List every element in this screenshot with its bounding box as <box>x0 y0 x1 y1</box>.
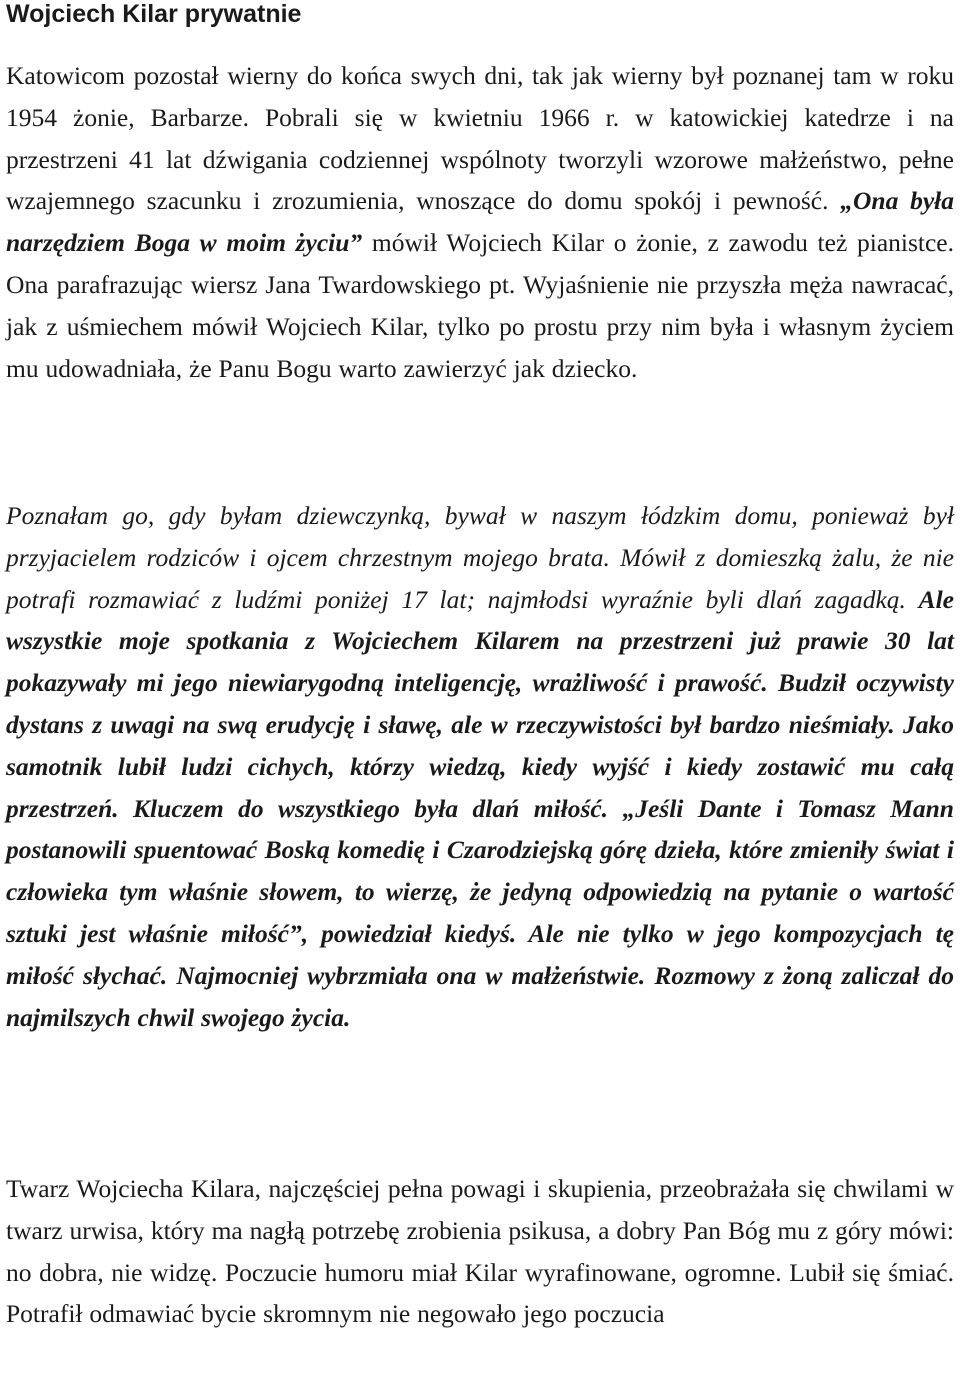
paragraph-memories <box>6 495 954 1038</box>
paragraph-memories-text-a: Poznałam go, gdy byłam dziewczynką, bywał w naszym łódzkim domu, ponieważ był przyjacielem rodziców i ojcem chrzestnym mojego brata. Mówił z domieszką żalu, że nie potrafi rozmawiać z ludźmi poniżej 17 lat; najmłodsi wyraźnie byli dlań zagadką. <box>6 501 954 614</box>
paragraph-humor: Twarz Wojciecha Kilara, najczęściej pełna powagi i skupienia, przeobrażała się chwilami w twarz urwisa, który ma nagłą potrzebę zrobienia psikusa, a dobry Pan Bóg mu z góry mówi: no dobra, nie widzę. Poczucie humoru miał Kilar wyrafinowane, ogromne. Lubił się śmiać. Potrafił odmawiać bycie skromnym nie negowało jego poczucia <box>6 1174 954 1329</box>
paragraph-marriage-text-b: mówił Wojciech Kilar o żonie, z zawodu też pianistce. Ona parafrazując wiersz Jana Twardowskiego pt. Wyjaśnienie nie przyszła męża nawracać, jak z uśmiechem mówił Wojciech Kilar, tylko po prostu przy nim była i własnym życiem mu udowadniała, że Panu Bogu warto zawierzyć jak dziecko. <box>6 228 954 383</box>
document-page <box>6 0 954 1329</box>
paragraph-marriage-text-a: Katowicom pozostał wierny do końca swych dni, tak jak wierny był poznanej tam w roku 1954 żonie, Barbarze. Pobrali się w kwietniu 1966 r. w katowickiej katedrze i na przestrzeni 41 lat dźwigania codziennej wspólnoty tworzyli wzorowe małżeństwo, pełne wzajemnego szacunku i zrozumienia, wnoszące do domu spokój i pewność. <box>6 61 954 216</box>
quote-wife: „Ona była narzędziem Boga w moim życiu” <box>6 186 954 258</box>
page-title: Wojciech Kilar prywatnie <box>6 0 302 28</box>
paragraph-memories-text-b: Ale wszystkie moje spotkania z Wojciechem Kilarem na przestrzeni już prawie 30 lat pokazywały mi jego niewiarygodną inteligencję, wrażliwość i prawość. Budził oczywisty dystans z uwagi na swą erudycję i sławę, ale w rzeczywistości był bardzo nieśmiały. Jako samotnik lubił ludzi cichych, którzy wiedzą, kiedy wyjść i kiedy zostawić mu całą przestrzeń. Kluczem do wszystkiego była dlań miłość. „Jeśli Dante i Tomasz Mann postanowili spuentować Boską komedię i Czarodziejską górę dzieła, które zmieniły świat i człowieka tym właśnie słowem, to wierzę, że jedyną odpowiedzią na pytanie o wartość sztuki jest właśnie miłość”, powiedział kiedyś. Ale nie tylko w jego kompozycjach tę miłość słychać. Najmocniej wybrzmiała ona w małżeństwie. Rozmowy z żoną zaliczał do najmilszych chwil swojego życia. <box>6 584 954 1032</box>
paragraph-marriage <box>6 55 954 389</box>
